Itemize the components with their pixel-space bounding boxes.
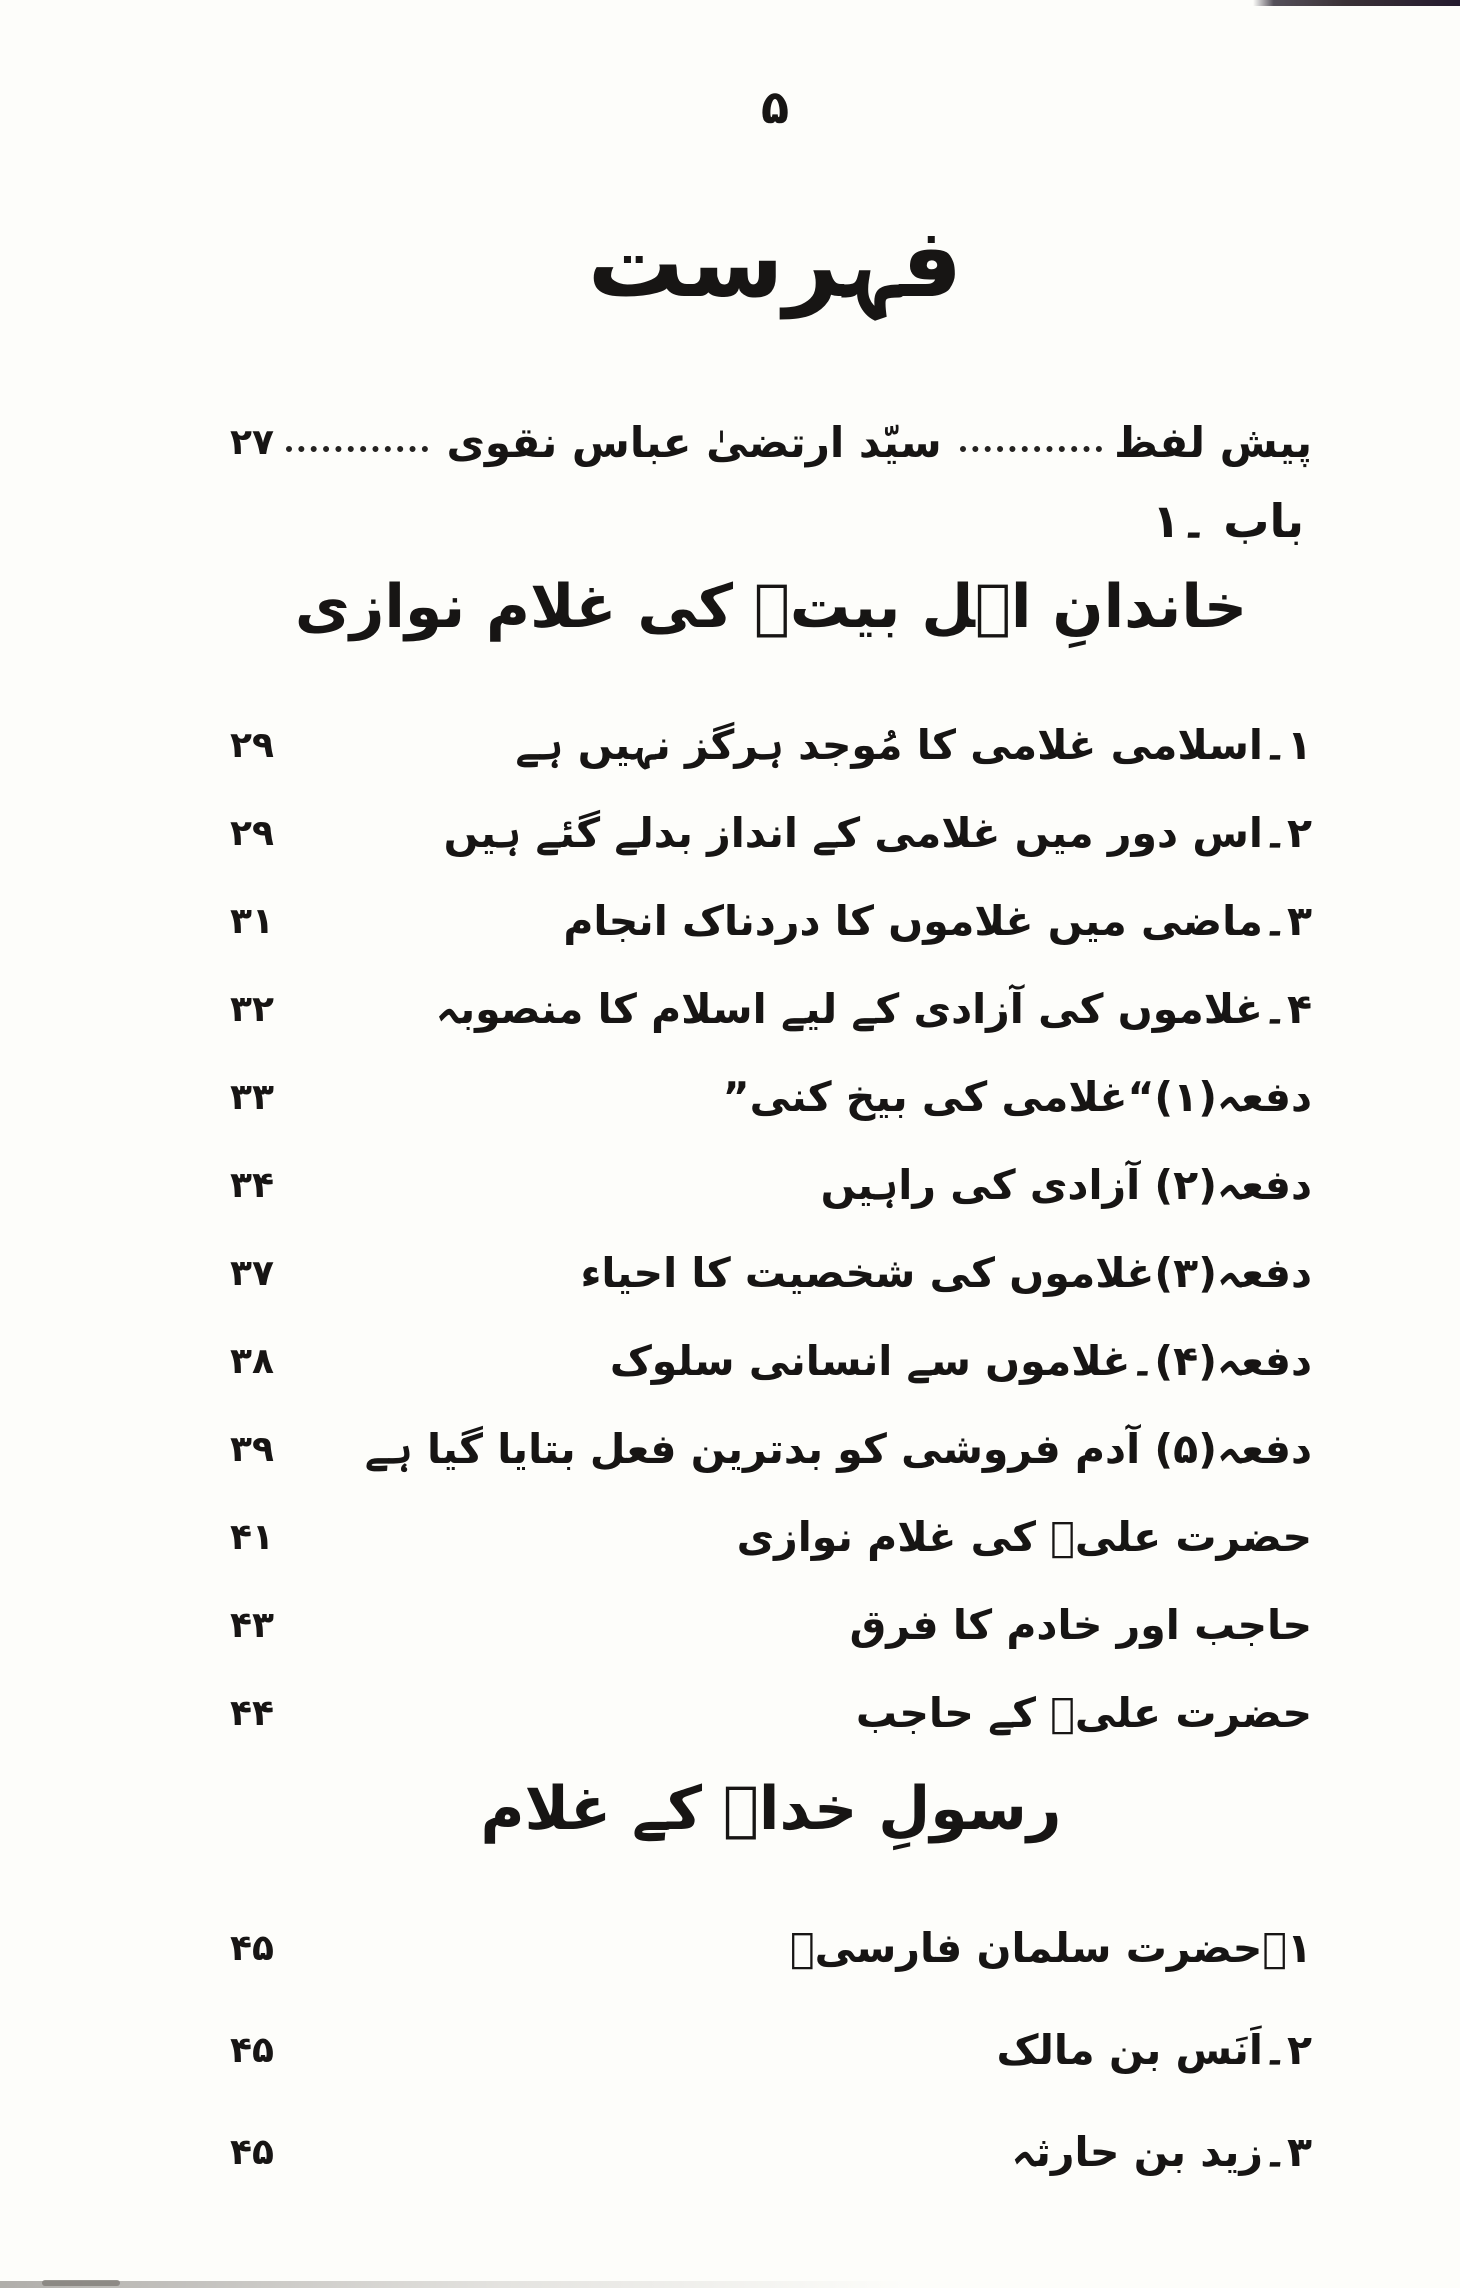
toc-entry: [230, 1054, 1312, 1142]
scan-artifact-smudge: [42, 2280, 120, 2286]
toc-section-2: [230, 1898, 1312, 2204]
toc-entry: [230, 1318, 1312, 1406]
chapter-label: باب ۔۱: [1152, 494, 1304, 548]
page-title: فہرست: [587, 207, 963, 319]
toc-entry: [230, 1230, 1312, 1318]
toc-entry-page: ۴۵: [230, 2030, 274, 2072]
toc-entry-title: ۲۔اَنَس بن مالک: [996, 2026, 1312, 2075]
toc-entry: [230, 1406, 1312, 1494]
toc-entry-page: ۳۱: [230, 901, 274, 943]
toc-entry-title: حاجب اور خادم کا فرق: [849, 1601, 1312, 1650]
preface-page-number: ۲۷: [230, 421, 274, 463]
toc-entry-title: ۴۔غلاموں کی آزادی کے لیے اسلام کا منصوبہ: [435, 985, 1312, 1034]
toc-entry-title: حضرت علیؑ کے حاجب: [855, 1689, 1312, 1738]
toc-entry-title: حضرت علیؑ کی غلام نوازی: [736, 1513, 1312, 1562]
toc-entry-page: ۳۷: [230, 1253, 274, 1295]
toc-entry: [230, 1898, 1312, 2000]
toc-entry: [230, 702, 1312, 790]
toc-entry: [230, 878, 1312, 966]
toc-entry-page: ۴۵: [230, 2132, 274, 2174]
scan-artifact-top-strip: [1253, 0, 1460, 6]
toc-entry: [230, 790, 1312, 878]
toc-entry-page: ۴۴: [230, 1693, 274, 1735]
toc-entry: [230, 1670, 1312, 1758]
toc-entry: [230, 966, 1312, 1054]
toc-entry: [230, 1142, 1312, 1230]
toc-entry-title: ۱۔اسلامی غلامی کا مُوجد ہرگز نہیں ہے: [515, 721, 1312, 770]
preface-row: [230, 392, 1312, 468]
toc-entry: [230, 1494, 1312, 1582]
toc-entry-title: ۱۔حضرت سلمان فارسیؑ: [789, 1924, 1312, 1973]
toc-entry: [230, 2102, 1312, 2204]
preface-label: پیش لفظ: [1114, 417, 1312, 467]
toc-entry-page: ۲۹: [230, 725, 274, 767]
toc-entry-page: ۲۹: [230, 813, 274, 855]
scan-artifact-bottom-band: [0, 2281, 905, 2288]
section-heading: رسولِ خداؐ کے غلام: [480, 1774, 1062, 1844]
toc-entry-title: دفعہ(۱)“غلامی کی بیخ کنی”: [722, 1073, 1312, 1122]
toc-section-1: [230, 702, 1312, 1758]
section-heading: خاندانِ اہل بیتؑ کی غلام نوازی: [294, 572, 1248, 642]
toc-entry-title: ۲۔اس دور میں غلامی کے انداز بدلے گئے ہیں: [443, 809, 1312, 858]
toc-entry-page: ۳۸: [230, 1341, 274, 1383]
toc-entry-page: ۴۳: [230, 1605, 274, 1647]
preface-author: سیّد ارتضیٰ عباس نقوی: [446, 417, 942, 467]
page-number: ۵: [760, 80, 790, 134]
dotted-leader: [960, 446, 1102, 452]
toc-entry-page: ۴۱: [230, 1517, 274, 1559]
toc-entry: [230, 2000, 1312, 2102]
toc-entry-page: ۳۹: [230, 1429, 274, 1471]
dotted-leader: [286, 446, 428, 452]
toc-entry-title: دفعہ(۳)غلاموں کی شخصیت کا احیاء: [580, 1249, 1312, 1298]
toc-entry-title: ۳۔زید بن حارثہ: [1011, 2128, 1312, 2177]
toc-entry-page: ۳۳: [230, 1077, 274, 1119]
toc-entry-page: ۳۲: [230, 989, 274, 1031]
toc-entry-page: ۴۵: [230, 1928, 274, 1970]
toc-entry-page: ۳۴: [230, 1165, 274, 1207]
toc-entry-title: دفعہ(۵) آدم فروشی کو بدترین فعل بتایا گیا ہے: [364, 1425, 1312, 1474]
toc-entry-title: دفعہ(۲) آزادی کی راہیں: [820, 1161, 1312, 1210]
toc-entry-title: دفعہ(۴)۔غلاموں سے انسانی سلوک: [609, 1337, 1312, 1386]
toc-entry-title: ۳۔ماضی میں غلاموں کا دردناک انجام: [563, 897, 1312, 946]
toc-entry: [230, 1582, 1312, 1670]
